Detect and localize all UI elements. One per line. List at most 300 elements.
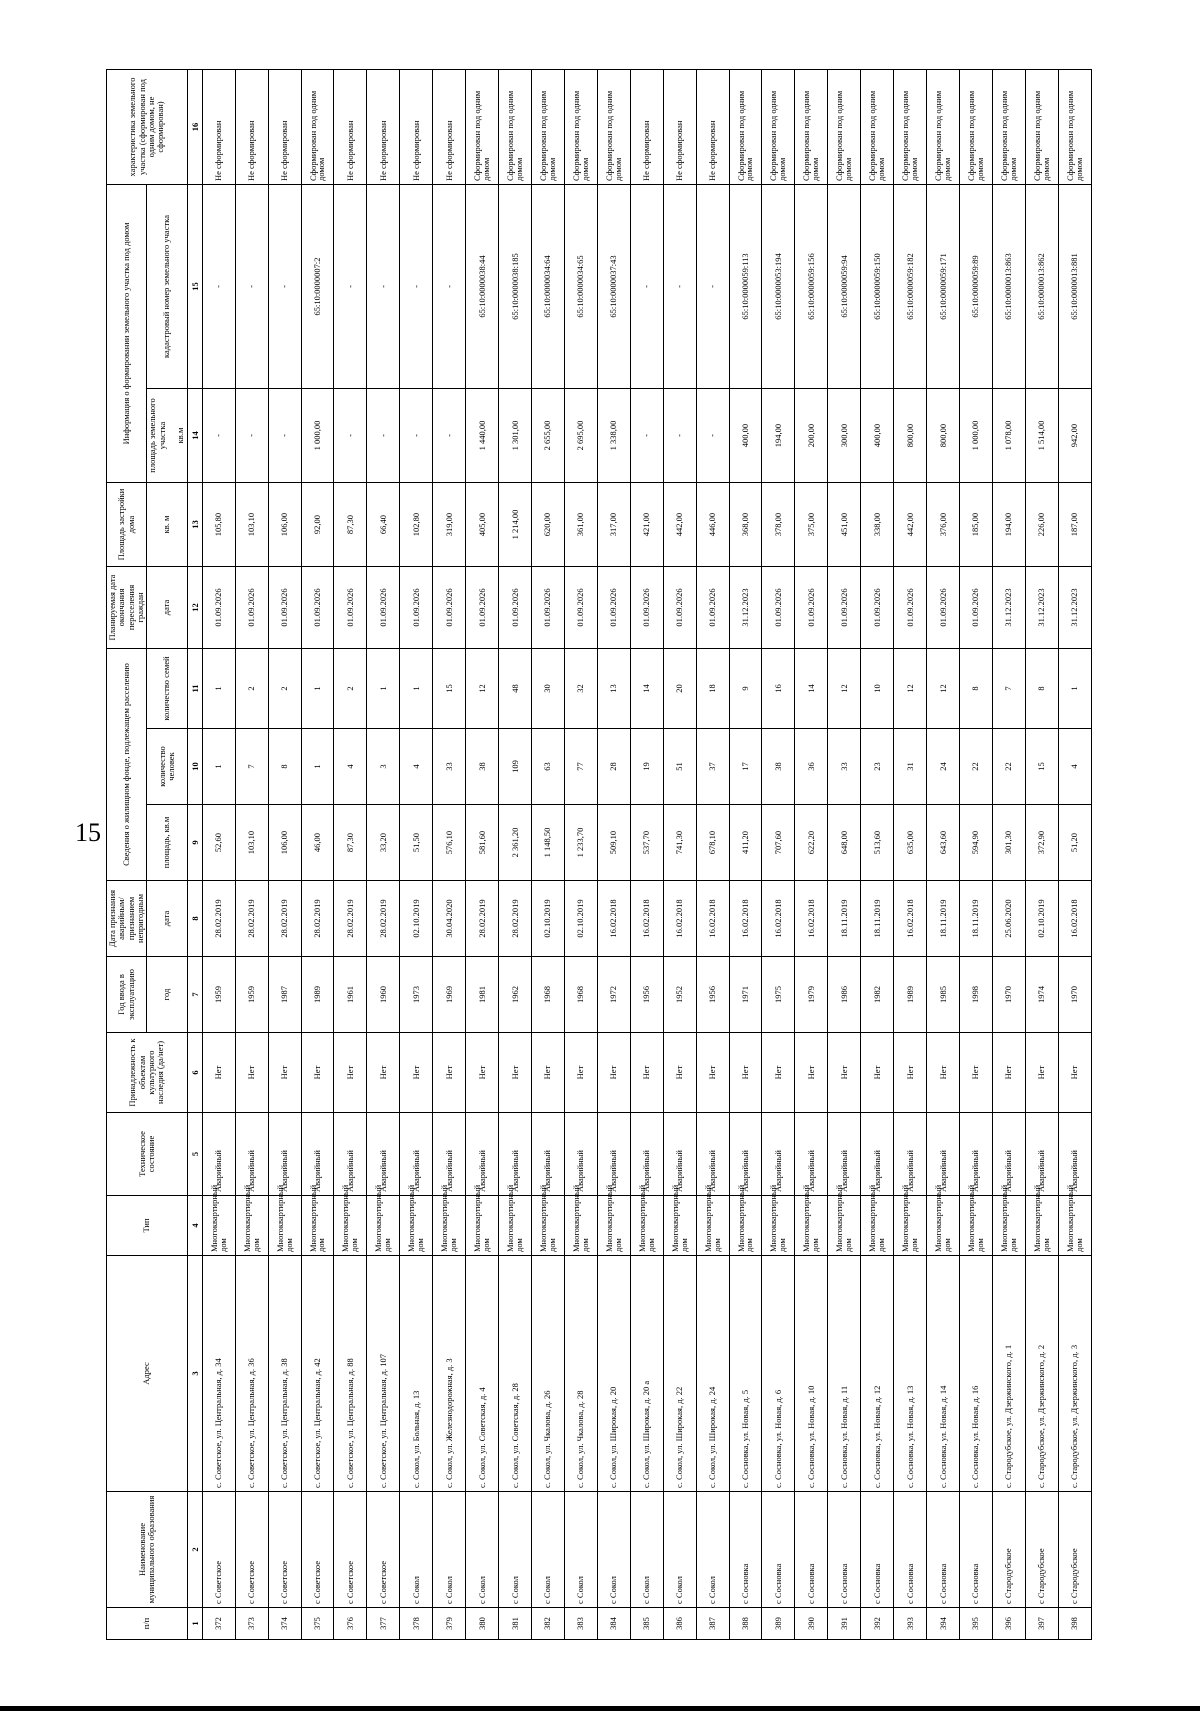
municipality-cell: с Сокол (531, 1492, 564, 1608)
land-area-cell: - (696, 389, 729, 483)
people-cell: 77 (564, 729, 597, 805)
date-cell: 02.10.2019 (400, 881, 433, 957)
area-cell: 51,20 (1058, 805, 1091, 881)
type-cell: Многоквартирный дом (828, 1196, 861, 1256)
planned-date-cell: 01.09.2026 (400, 567, 433, 649)
condition-cell: Аварийный (762, 1113, 795, 1196)
municipality-cell: с Сокол (433, 1492, 466, 1608)
area-cell: 46,00 (301, 805, 334, 881)
planned-date-cell: 01.09.2026 (861, 567, 894, 649)
condition-cell: Аварийный (795, 1113, 828, 1196)
planned-date-cell: 31.12.2023 (1058, 567, 1091, 649)
date-cell: 18.11.2019 (959, 881, 992, 957)
land-char-cell: Сформирован под одним домом (597, 70, 630, 185)
built-area-cell: 405,00 (466, 483, 499, 567)
built-area-cell: 421,00 (630, 483, 663, 567)
area-cell: 513,60 (861, 805, 894, 881)
heritage-cell: Нет (729, 1033, 762, 1113)
cadastral-cell: 65:10:0000034:64 (531, 185, 564, 389)
year-cell: 1970 (992, 957, 1025, 1033)
type-cell: Многоквартирный дом (927, 1196, 960, 1256)
row-number: 383 (564, 1608, 597, 1640)
date-cell: 16.02.2018 (795, 881, 828, 957)
built-area-cell: 102,80 (400, 483, 433, 567)
table-row (663, 70, 696, 1640)
header-address: Адрес (107, 1256, 188, 1492)
people-cell: 1 (301, 729, 334, 805)
row-number: 378 (400, 1608, 433, 1640)
land-area-cell: - (400, 389, 433, 483)
land-area-cell: 194,00 (762, 389, 795, 483)
heritage-cell: Нет (959, 1033, 992, 1113)
address-cell: с. Стародубское, ул. Дзержинского, д. 1 (992, 1256, 1025, 1492)
land-char-cell: Сформирован под одним домом (927, 70, 960, 185)
land-area-cell: 2 655,00 (531, 389, 564, 483)
people-cell: 38 (466, 729, 499, 805)
type-cell: Многоквартирный дом (894, 1196, 927, 1256)
address-cell: с. Сокол, ул. Широкая, д. 22 (663, 1256, 696, 1492)
heritage-cell: Нет (564, 1033, 597, 1113)
table-row (400, 70, 433, 1640)
municipality-cell: с Сокол (597, 1492, 630, 1608)
type-cell: Многоквартирный дом (268, 1196, 301, 1256)
date-cell: 28.02.2019 (499, 881, 532, 957)
built-area-cell: 187,00 (1058, 483, 1091, 567)
address-cell: с. Сосновка, ул. Новая, д. 5 (729, 1256, 762, 1492)
row-number: 394 (927, 1608, 960, 1640)
people-cell: 22 (959, 729, 992, 805)
municipality-cell: с Советское (202, 1492, 235, 1608)
type-cell: Многоквартирный дом (531, 1196, 564, 1256)
year-cell: 1962 (499, 957, 532, 1033)
table-row (1025, 70, 1058, 1640)
table-row (235, 70, 268, 1640)
heritage-cell: Нет (433, 1033, 466, 1113)
table-header (107, 70, 203, 1640)
table-row (466, 70, 499, 1640)
land-char-cell: Сформирован под одним домом (828, 70, 861, 185)
people-cell: 22 (992, 729, 1025, 805)
land-char-cell: Не сформирован (367, 70, 400, 185)
heritage-cell: Нет (1058, 1033, 1091, 1113)
area-cell: 106,00 (268, 805, 301, 881)
column-number: 15 (187, 185, 202, 389)
families-cell: 1 (367, 649, 400, 729)
area-cell: 581,60 (466, 805, 499, 881)
row-number: 393 (894, 1608, 927, 1640)
land-area-cell: 2 695,00 (564, 389, 597, 483)
date-cell: 30.04.2020 (433, 881, 466, 957)
address-cell: с. Сосновка, ул. Новая, д. 11 (828, 1256, 861, 1492)
area-cell: 301,30 (992, 805, 1025, 881)
table-row (992, 70, 1025, 1640)
built-area-cell: 368,00 (729, 483, 762, 567)
bottom-rule (0, 1706, 1200, 1711)
condition-cell: Аварийный (499, 1113, 532, 1196)
column-number: 5 (187, 1113, 202, 1196)
planned-date-cell: 01.09.2026 (367, 567, 400, 649)
cadastral-cell: 65:10:0000013:863 (992, 185, 1025, 389)
row-number: 373 (235, 1608, 268, 1640)
year-cell: 1975 (762, 957, 795, 1033)
built-area-cell: 375,00 (795, 483, 828, 567)
people-cell: 63 (531, 729, 564, 805)
families-cell: 1 (1058, 649, 1091, 729)
cadastral-cell: - (268, 185, 301, 389)
land-area-cell: - (202, 389, 235, 483)
year-cell: 1956 (696, 957, 729, 1033)
year-cell: 1959 (235, 957, 268, 1033)
families-cell: 30 (531, 649, 564, 729)
address-cell: с. Стародубское, ул. Дзержинского, д. 3 (1058, 1256, 1091, 1492)
built-area-cell: 442,00 (663, 483, 696, 567)
built-area-cell: 66,40 (367, 483, 400, 567)
header-date: дата (147, 881, 187, 957)
heritage-cell: Нет (400, 1033, 433, 1113)
land-area-cell: 400,00 (861, 389, 894, 483)
families-cell: 12 (894, 649, 927, 729)
families-cell: 20 (663, 649, 696, 729)
planned-date-cell: 01.09.2026 (235, 567, 268, 649)
condition-cell: Аварийный (301, 1113, 334, 1196)
type-cell: Многоквартирный дом (235, 1196, 268, 1256)
cadastral-cell: - (334, 185, 367, 389)
municipality-cell: с Сосновка (828, 1492, 861, 1608)
built-area-cell: 361,00 (564, 483, 597, 567)
year-cell: 1989 (894, 957, 927, 1033)
land-char-cell: Не сформирован (334, 70, 367, 185)
planned-date-cell: 01.09.2026 (334, 567, 367, 649)
table-row (1058, 70, 1091, 1640)
land-area-cell: 1 440,00 (466, 389, 499, 483)
header-land-area: площадь земельного участка кв.м (147, 389, 187, 483)
table-row (334, 70, 367, 1640)
date-cell: 28.02.2019 (235, 881, 268, 957)
heritage-cell: Нет (466, 1033, 499, 1113)
column-number: 7 (187, 957, 202, 1033)
date-cell: 28.02.2019 (466, 881, 499, 957)
cadastral-cell: 65:10:0000059:182 (894, 185, 927, 389)
cadastral-cell: 65:10:0000059:113 (729, 185, 762, 389)
built-area-cell: 106,00 (268, 483, 301, 567)
cadastral-cell: 65:10:0000059:156 (795, 185, 828, 389)
land-char-cell: Сформирован под одним домом (762, 70, 795, 185)
planned-date-cell: 01.09.2026 (564, 567, 597, 649)
table-row (367, 70, 400, 1640)
row-number: 395 (959, 1608, 992, 1640)
row-number: 388 (729, 1608, 762, 1640)
condition-cell: Аварийный (597, 1113, 630, 1196)
date-cell: 28.02.2019 (202, 881, 235, 957)
land-area-cell: - (663, 389, 696, 483)
land-area-cell: - (334, 389, 367, 483)
year-cell: 1969 (433, 957, 466, 1033)
row-number: 376 (334, 1608, 367, 1640)
date-cell: 02.10.2019 (1025, 881, 1058, 957)
families-cell: 8 (1025, 649, 1058, 729)
cadastral-cell: 65:10:0000007:2 (301, 185, 334, 389)
municipality-cell: с Сосновка (894, 1492, 927, 1608)
address-cell: с. Сокол, ул. Советская, д. 4 (466, 1256, 499, 1492)
address-cell: с. Сосновка, ул. Новая, д. 6 (762, 1256, 795, 1492)
planned-date-cell: 01.09.2026 (531, 567, 564, 649)
table-row (499, 70, 532, 1640)
condition-cell: Аварийный (1025, 1113, 1058, 1196)
land-char-cell: Не сформирован (235, 70, 268, 185)
land-area-cell: 800,00 (894, 389, 927, 483)
cadastral-cell: - (367, 185, 400, 389)
municipality-cell: с Сосновка (762, 1492, 795, 1608)
built-area-cell: 87,30 (334, 483, 367, 567)
built-area-cell: 376,00 (927, 483, 960, 567)
area-cell: 372,90 (1025, 805, 1058, 881)
planned-date-cell: 01.09.2026 (301, 567, 334, 649)
families-cell: 1 (400, 649, 433, 729)
planned-date-cell: 01.09.2026 (795, 567, 828, 649)
cadastral-cell: 65:10:0000059:94 (828, 185, 861, 389)
families-cell: 12 (466, 649, 499, 729)
row-number: 380 (466, 1608, 499, 1640)
header-municipality: Наименование муниципального образования (107, 1492, 188, 1608)
condition-cell: Аварийный (959, 1113, 992, 1196)
row-number: 385 (630, 1608, 663, 1640)
land-area-cell: 1 338,00 (597, 389, 630, 483)
people-cell: 24 (927, 729, 960, 805)
address-cell: с. Сокол, ул. Чкалова, д. 26 (531, 1256, 564, 1492)
type-cell: Многоквартирный дом (663, 1196, 696, 1256)
column-number: 10 (187, 729, 202, 805)
header-planned-group: Планируемая дата окончания переселения граждан (107, 567, 147, 649)
date-cell: 28.02.2019 (268, 881, 301, 957)
people-cell: 4 (334, 729, 367, 805)
municipality-cell: с Сокол (696, 1492, 729, 1608)
families-cell: 2 (235, 649, 268, 729)
built-area-cell: 92,00 (301, 483, 334, 567)
date-cell: 28.02.2019 (301, 881, 334, 957)
municipality-cell: с Сосновка (729, 1492, 762, 1608)
people-cell: 19 (630, 729, 663, 805)
planned-date-cell: 01.09.2026 (466, 567, 499, 649)
heritage-cell: Нет (762, 1033, 795, 1113)
header-people: количество человек (147, 729, 187, 805)
built-area-cell: 317,00 (597, 483, 630, 567)
people-cell: 17 (729, 729, 762, 805)
table-row (959, 70, 992, 1640)
built-area-cell: 185,00 (959, 483, 992, 567)
heritage-cell: Нет (235, 1033, 268, 1113)
heritage-cell: Нет (334, 1033, 367, 1113)
built-area-cell: 1 214,00 (499, 483, 532, 567)
families-cell: 1 (301, 649, 334, 729)
area-cell: 87,30 (334, 805, 367, 881)
row-number: 377 (367, 1608, 400, 1640)
built-area-cell: 451,00 (828, 483, 861, 567)
year-cell: 1952 (663, 957, 696, 1033)
families-cell: 12 (927, 649, 960, 729)
cadastral-cell: - (630, 185, 663, 389)
year-cell: 1986 (828, 957, 861, 1033)
address-cell: с. Сокол, ул. Широкая, д. 20 а (630, 1256, 663, 1492)
area-cell: 1 148,50 (531, 805, 564, 881)
condition-cell: Аварийный (729, 1113, 762, 1196)
built-area-cell: 442,00 (894, 483, 927, 567)
cadastral-cell: 65:10:0000037:43 (597, 185, 630, 389)
heritage-cell: Нет (301, 1033, 334, 1113)
heritage-cell: Нет (861, 1033, 894, 1113)
address-cell: с. Сосновка, ул. Новая, д. 10 (795, 1256, 828, 1492)
row-number: 374 (268, 1608, 301, 1640)
address-cell: с. Советское, ул. Центральная, д. 36 (235, 1256, 268, 1492)
condition-cell: Аварийный (334, 1113, 367, 1196)
table-row (301, 70, 334, 1640)
people-cell: 7 (235, 729, 268, 805)
planned-date-cell: 01.09.2026 (268, 567, 301, 649)
condition-cell: Аварийный (894, 1113, 927, 1196)
year-cell: 1972 (597, 957, 630, 1033)
land-char-cell: Не сформирован (663, 70, 696, 185)
resettlement-table (106, 69, 1092, 1640)
column-number: 12 (187, 567, 202, 649)
area-cell: 537,70 (630, 805, 663, 881)
condition-cell: Аварийный (268, 1113, 301, 1196)
column-number: 9 (187, 805, 202, 881)
municipality-cell: с Сосновка (861, 1492, 894, 1608)
condition-cell: Аварийный (367, 1113, 400, 1196)
land-char-cell: Не сформирован (268, 70, 301, 185)
column-number: 1 (187, 1608, 202, 1640)
area-cell: 509,10 (597, 805, 630, 881)
municipality-cell: с Стародубское (1058, 1492, 1091, 1608)
type-cell: Многоквартирный дом (1025, 1196, 1058, 1256)
header-year-group: Год ввода в эксплуатацию (107, 957, 147, 1033)
land-area-cell: 1 000,00 (301, 389, 334, 483)
type-cell: Многоквартирный дом (729, 1196, 762, 1256)
condition-cell: Аварийный (564, 1113, 597, 1196)
area-cell: 648,00 (828, 805, 861, 881)
type-cell: Многоквартирный дом (762, 1196, 795, 1256)
municipality-cell: с Сокол (630, 1492, 663, 1608)
families-cell: 48 (499, 649, 532, 729)
type-cell: Многоквартирный дом (795, 1196, 828, 1256)
address-cell: с. Сокол, ул. Советская, д. 28 (499, 1256, 532, 1492)
built-area-cell: 446,00 (696, 483, 729, 567)
cadastral-cell: - (400, 185, 433, 389)
planned-date-cell: 01.09.2026 (202, 567, 235, 649)
people-cell: 37 (696, 729, 729, 805)
header-year: год (147, 957, 187, 1033)
built-area-cell: 226,00 (1025, 483, 1058, 567)
families-cell: 2 (334, 649, 367, 729)
table-body (202, 70, 1091, 1640)
address-cell: с. Советское, ул. Центральная, д. 107 (367, 1256, 400, 1492)
planned-date-cell: 01.09.2026 (499, 567, 532, 649)
date-cell: 16.02.2018 (1058, 881, 1091, 957)
year-cell: 1979 (795, 957, 828, 1033)
families-cell: 1 (202, 649, 235, 729)
header-land-group: Информация о формировании земельного участка под домом (107, 185, 147, 483)
condition-cell: Аварийный (1058, 1113, 1091, 1196)
land-area-cell: - (630, 389, 663, 483)
column-number: 13 (187, 483, 202, 567)
people-cell: 28 (597, 729, 630, 805)
condition-cell: Аварийный (202, 1113, 235, 1196)
header-n: п/п (107, 1608, 188, 1640)
condition-cell: Аварийный (235, 1113, 268, 1196)
area-cell: 594,90 (959, 805, 992, 881)
area-cell: 576,10 (433, 805, 466, 881)
type-cell: Многоквартирный дом (861, 1196, 894, 1256)
land-char-cell: Не сформирован (696, 70, 729, 185)
municipality-cell: с Сокол (466, 1492, 499, 1608)
land-area-cell: 942,00 (1058, 389, 1091, 483)
row-number: 382 (531, 1608, 564, 1640)
area-cell: 1 233,70 (564, 805, 597, 881)
rotated-table-wrapper (106, 70, 1092, 1640)
planned-date-cell: 01.09.2026 (959, 567, 992, 649)
built-area-cell: 319,00 (433, 483, 466, 567)
land-char-cell: Сформирован под одним домом (795, 70, 828, 185)
cadastral-cell: 65:10:0000038:185 (499, 185, 532, 389)
planned-date-cell: 01.09.2026 (433, 567, 466, 649)
heritage-cell: Нет (894, 1033, 927, 1113)
column-number: 2 (187, 1492, 202, 1608)
row-number: 392 (861, 1608, 894, 1640)
table-row (531, 70, 564, 1640)
people-cell: 33 (828, 729, 861, 805)
condition-cell: Аварийный (466, 1113, 499, 1196)
page-number: 15 (75, 818, 101, 847)
date-cell: 25.06.2020 (992, 881, 1025, 957)
date-cell: 16.02.2018 (894, 881, 927, 957)
people-cell: 4 (1058, 729, 1091, 805)
date-cell: 16.02.2018 (597, 881, 630, 957)
date-cell: 28.02.2019 (367, 881, 400, 957)
table-row (696, 70, 729, 1640)
condition-cell: Аварийный (400, 1113, 433, 1196)
year-cell: 1973 (400, 957, 433, 1033)
land-char-cell: Сформирован под одним домом (861, 70, 894, 185)
column-number: 16 (187, 70, 202, 185)
type-cell: Многоквартирный дом (334, 1196, 367, 1256)
address-cell: с. Советское, ул. Центральная, д. 38 (268, 1256, 301, 1492)
land-area-cell: - (235, 389, 268, 483)
table-row (564, 70, 597, 1640)
municipality-cell: с Сокол (499, 1492, 532, 1608)
municipality-cell: с Сокол (564, 1492, 597, 1608)
type-cell: Многоквартирный дом (433, 1196, 466, 1256)
type-cell: Многоквартирный дом (499, 1196, 532, 1256)
year-cell: 1982 (861, 957, 894, 1033)
built-area-cell: 103,10 (235, 483, 268, 567)
header-date-group: Дата признания аварийным/признанием непригодным (107, 881, 147, 957)
year-cell: 1989 (301, 957, 334, 1033)
date-cell: 16.02.2018 (630, 881, 663, 957)
land-area-cell: 400,00 (729, 389, 762, 483)
header-cadastral: кадастровый номер земельного участка (147, 185, 187, 389)
area-cell: 411,20 (729, 805, 762, 881)
built-area-cell: 378,00 (762, 483, 795, 567)
year-cell: 1961 (334, 957, 367, 1033)
year-cell: 1981 (466, 957, 499, 1033)
families-cell: 18 (696, 649, 729, 729)
type-cell: Многоквартирный дом (630, 1196, 663, 1256)
built-area-cell: 194,00 (992, 483, 1025, 567)
area-cell: 103,10 (235, 805, 268, 881)
planned-date-cell: 01.09.2026 (762, 567, 795, 649)
heritage-cell: Нет (367, 1033, 400, 1113)
heritage-cell: Нет (597, 1033, 630, 1113)
condition-cell: Аварийный (433, 1113, 466, 1196)
